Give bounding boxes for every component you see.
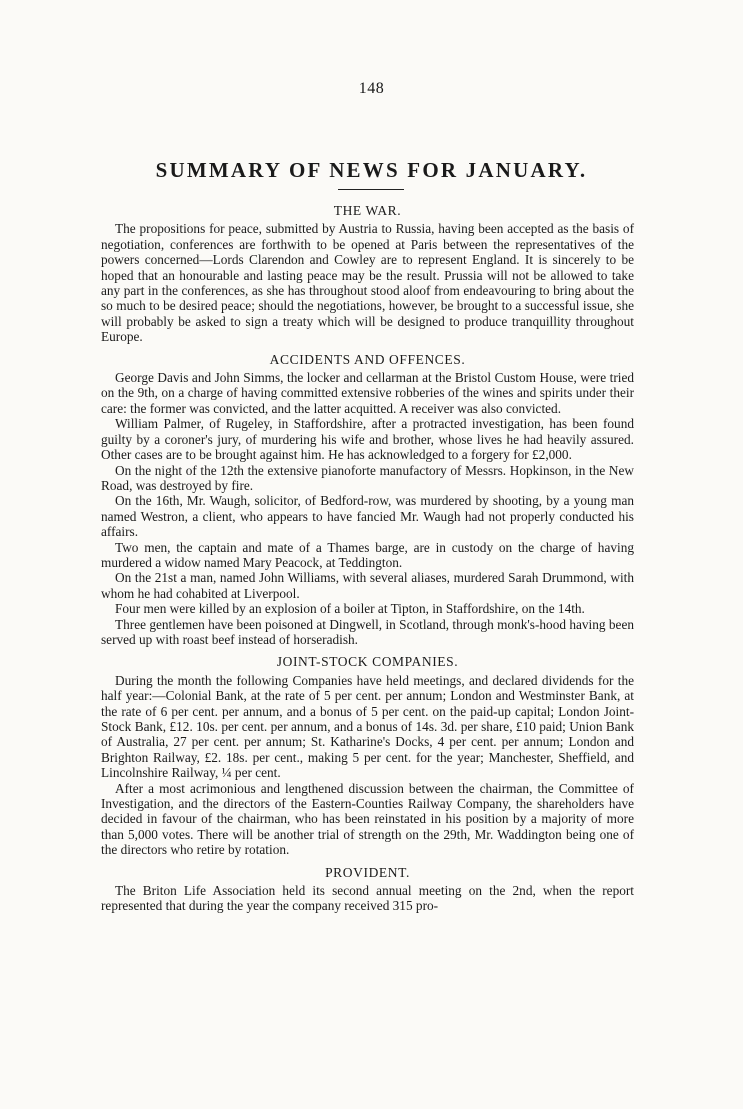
paragraph: Three gentlemen have been poisoned at Dingwell, in Scotland, through monk's-hood having been served up with roast beef instead of horseradish.: [101, 616, 634, 647]
paragraph: The Briton Life Association held its second annual meeting on the 2nd, when the report represented that during the year the company received 315 pro-: [101, 883, 634, 914]
section-heading: THE WAR.: [333, 203, 402, 218]
title-divider: [338, 189, 404, 190]
page-number: 148: [358, 80, 385, 97]
paragraph: William Palmer, of Rugeley, in Staffordshire, after a protracted investigation, has been found guilty by a coroner's jury, of murdering his wife and brother, whose lives he had heavily assured. Other cases are to be brought against him. He has acknowledged to a forgery for £2,000.: [101, 416, 634, 463]
paragraph: The propositions for peace, submitted by Austria to Russia, having been accepted as the basis of negotiation, conferences are forthwith to be opened at Paris between the representatives of the powers concerned—Lords Clarendon and Cowley are to represent England. It is sincerely to be hoped that an honourable and lasting peace may be the result. Prussia will not be allowed to take any part in the conferences, as she has throughout stood aloof from endeavouring to bring about the so much to be desired peace; should the negotiations, however, be brought to a successful issue, she will probably be asked to sign a treaty which will be designed to produce tranquillity throughout Europe.: [101, 221, 634, 345]
paragraph: Two men, the captain and mate of a Thames barge, are in custody on the charge of having murdered a widow named Mary Peacock, at Teddington.: [101, 539, 634, 570]
section-heading: PROVIDENT.: [325, 864, 410, 880]
paragraph: Four men were killed by an explosion of a boiler at Tipton, in Staffordshire, on the 14th.: [115, 601, 585, 617]
paragraph: On the 21st a man, named John Williams, with several aliases, murdered Sarah Drummond, with whom he had cohabited at Liverpool.: [101, 570, 634, 601]
paragraph: After a most acrimonious and lengthened discussion between the chairman, the Committee of Investigation, and the directors of the Eastern-Counties Railway Company, the shareholders have decided in favour of the chairman, who has been reinstated in his position by a majority of more than 5,000 votes. There will be another trial of strength on the 29th, Mr. Waddington being one of the directors who retire by rotation.: [101, 780, 634, 858]
paragraph: On the 16th, Mr. Waugh, solicitor, of Bedford-row, was murdered by shooting, by a young man named Westron, a client, who appears to have fancied Mr. Waugh had not properly conducted his affairs.: [101, 493, 634, 540]
section-provident: [101, 865, 634, 914]
paragraph: During the month the following Companies have held meetings, and declared dividends for the half year:—Colonial Bank, at the rate of 5 per cent. per annum; London and Westminster Bank, at the rate of 6 per cent. per annum, and a bonus of 5 per cent. on the paid-up capital; London Joint-Stock Bank, £12. 10s. per cent. per annum, and a bonus of 14s. 3d. per share, £10 paid; Union Bank of Australia, 27 per cent. per annum; St. Katharine's Docks, 4 per cent. per annum; London and Brighton Railway, £2. 18s. per cent., making 5 per cent. for the year; Manchester, Sheffield, and Lincolnshire Railway, ¼ per cent.: [101, 672, 634, 781]
section-joint-stock-companies: [101, 654, 634, 857]
paragraph: On the night of the 12th the extensive pianoforte manufactory of Messrs. Hopkinson, in the New Road, was destroyed by fire.: [101, 462, 634, 493]
article-body: [101, 197, 634, 914]
page-title: SUMMARY OF NEWS FOR JANUARY.: [155, 158, 588, 182]
paragraph: George Davis and John Simms, the locker and cellarman at the Bristol Custom House, were tried on the 9th, on a charge of having committed extensive robberies of the wines and spirits under their care: the former was convicted, and the latter acquitted. A receiver was also convicted.: [101, 370, 634, 416]
section-heading: JOINT-STOCK COMPANIES.: [276, 654, 459, 670]
section-the-war: [101, 203, 634, 345]
section-accidents-and-offences: [101, 352, 634, 648]
section-heading: ACCIDENTS AND OFFENCES.: [269, 351, 466, 367]
